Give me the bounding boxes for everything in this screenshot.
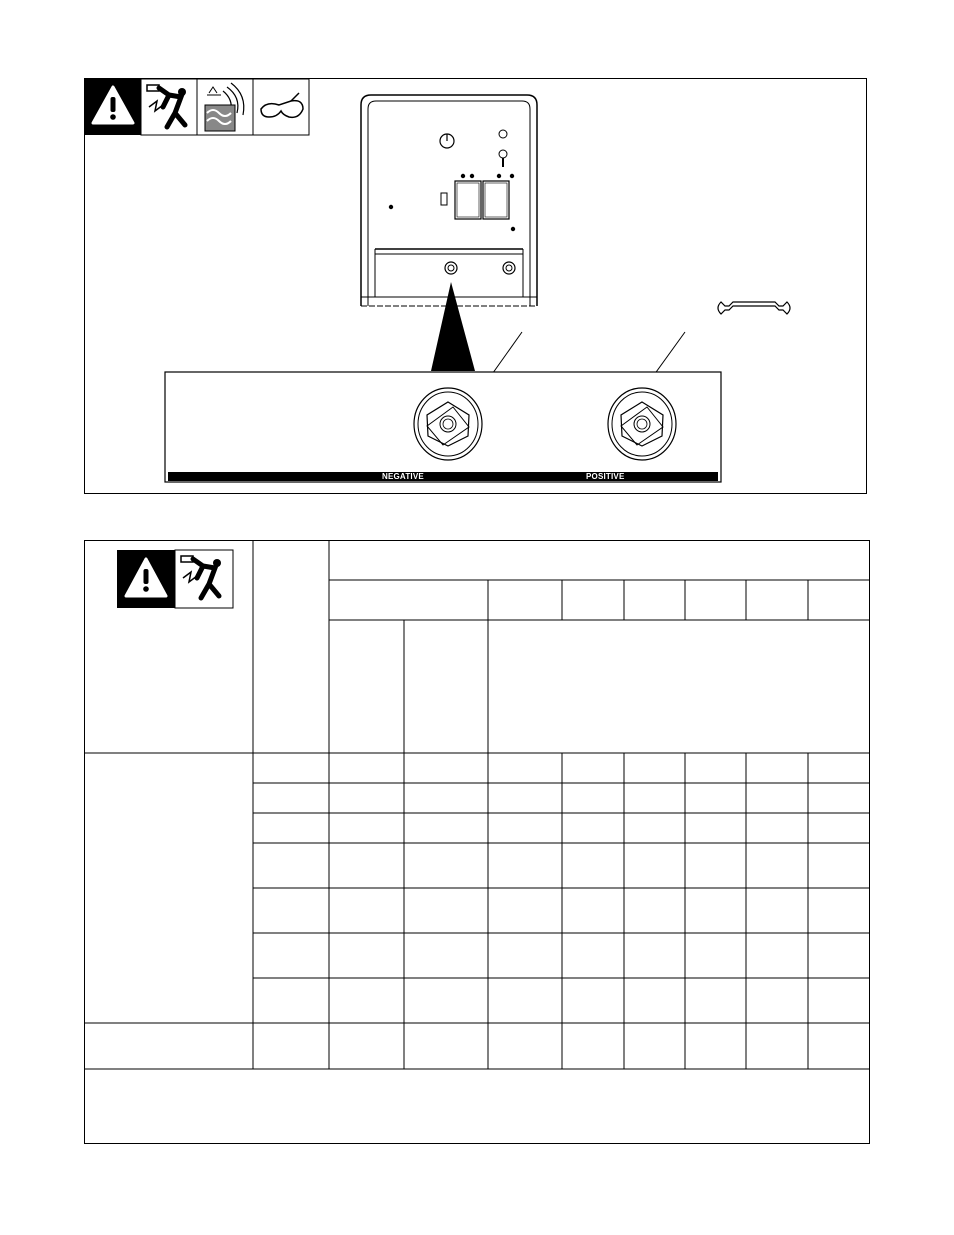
- welder-front-panel-drawing: [361, 95, 537, 306]
- negative-terminal-label: NEGATIVE: [382, 472, 424, 481]
- table-hazard-icons: [117, 550, 233, 608]
- safety-glasses-icon: [253, 79, 309, 135]
- callout-wedge: [431, 282, 475, 371]
- wrench-icon: [718, 302, 790, 314]
- warning-icon: [85, 79, 141, 135]
- positive-terminal-label: POSITIVE: [586, 472, 625, 481]
- electric-shock-icon: [141, 79, 197, 135]
- warning-icon: [117, 550, 175, 608]
- weld-output-terminals-figure: [84, 78, 867, 494]
- terminal-detail-panel: [165, 372, 721, 482]
- table-border: [85, 541, 870, 1144]
- figure-drawing: [85, 79, 868, 495]
- hazard-icons: [85, 79, 309, 135]
- weld-cable-size-table: [84, 540, 870, 1144]
- terminal-label-strip: [168, 472, 718, 481]
- table-grid: [84, 540, 870, 1144]
- arc-rays-hot-surface-icon: [197, 79, 253, 135]
- electric-shock-icon: [175, 550, 233, 608]
